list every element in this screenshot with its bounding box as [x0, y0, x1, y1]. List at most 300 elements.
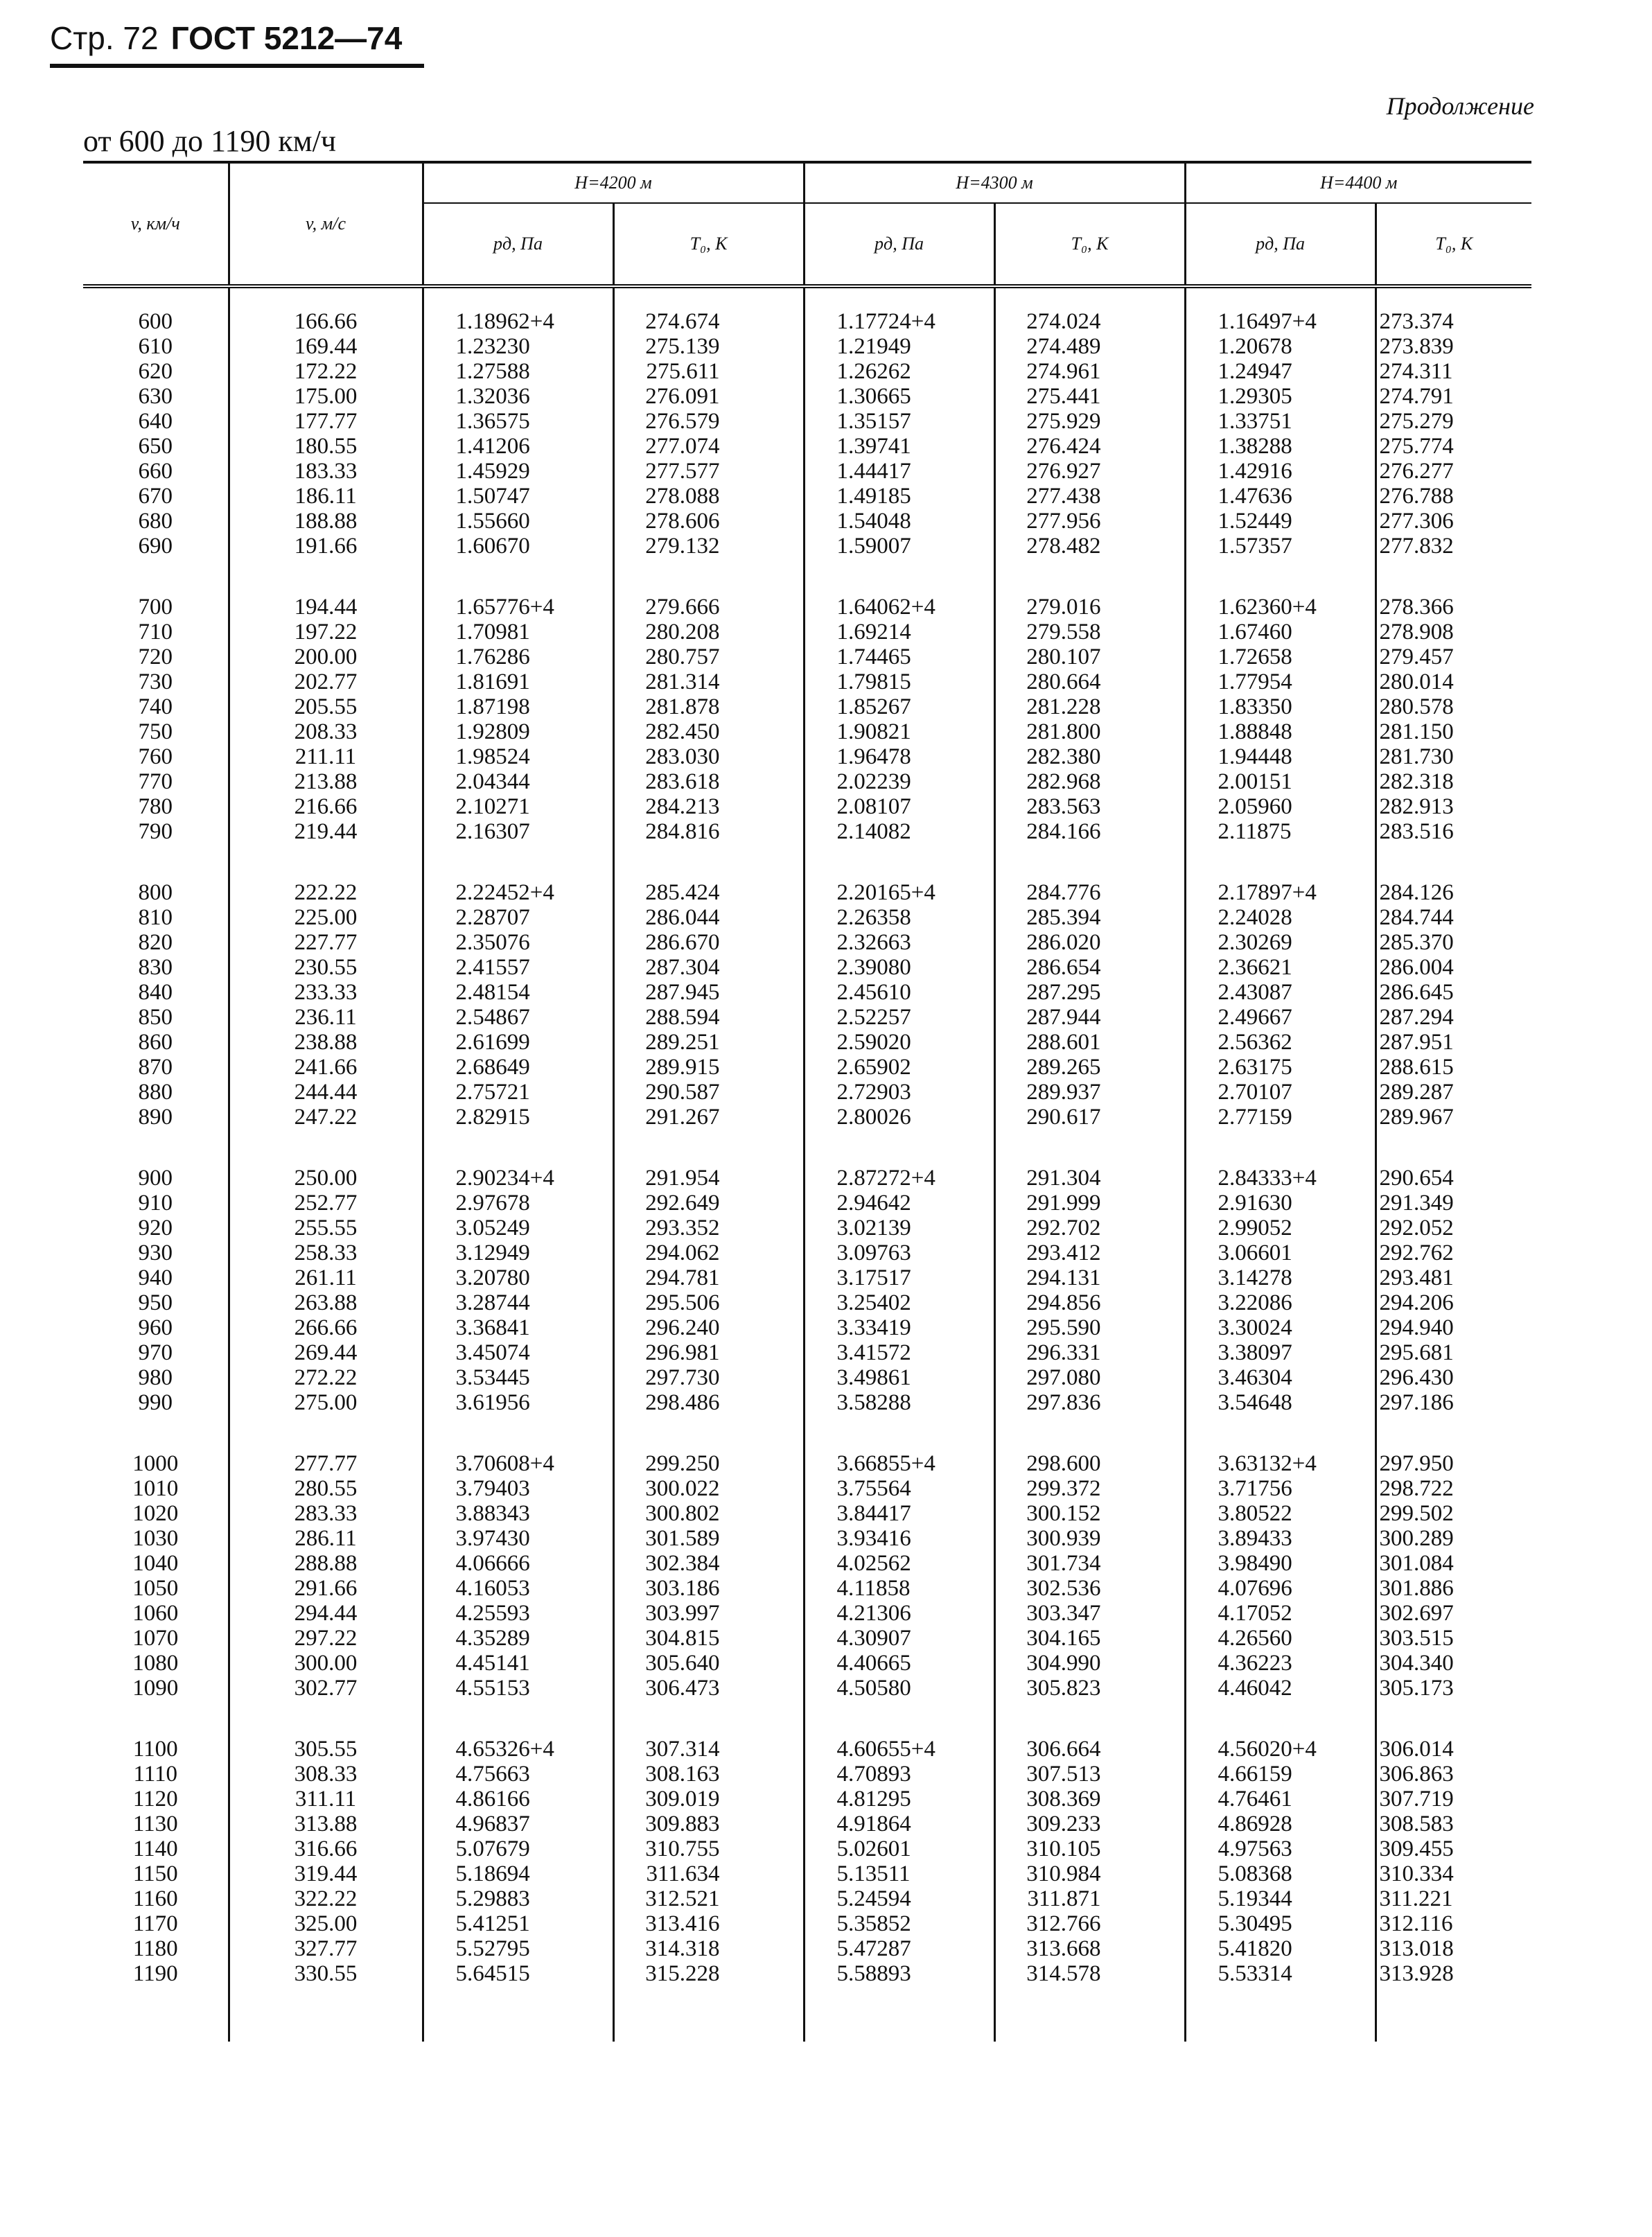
cell-p-4300: 4.40665: [804, 1651, 994, 1676]
cell-t-4300: 274.489: [994, 334, 1185, 359]
table-row: [83, 1365, 1531, 1390]
cell-p-4400: 1.42916: [1185, 459, 1376, 484]
table-row: [83, 620, 1531, 644]
cell-v-ms: 183.33: [229, 459, 423, 484]
cell-t-4200: 280.757: [613, 644, 804, 669]
cell-t-4200: 312.521: [613, 1886, 804, 1911]
cell-p-4300: 1.44417: [804, 459, 994, 484]
cell-t-4200: 314.318: [613, 1936, 804, 1961]
cell-v-kmh: 990: [138, 1390, 173, 1415]
cell-t-4300: 305.823: [994, 1676, 1185, 1701]
cell-t-4300: 275.929: [994, 409, 1185, 434]
cell-p-4400: 3.71756: [1185, 1476, 1376, 1501]
cell-t-4200: 289.915: [613, 1055, 804, 1080]
cell-t-4400: 300.289: [1376, 1526, 1531, 1551]
cell-v-kmh: 690: [138, 534, 173, 559]
table-row: [83, 1055, 1531, 1080]
group-header-4200: H=4200 м: [423, 162, 804, 203]
cell-p-4300: 1.69214: [804, 620, 994, 644]
cell-p-4200: 3.53445: [423, 1365, 613, 1390]
cell-t-4300: 293.412: [994, 1240, 1185, 1265]
cell-t-4300: 303.347: [994, 1601, 1185, 1626]
table-row: [83, 1651, 1531, 1676]
table-row: [83, 1315, 1531, 1340]
cell-v-kmh: 740: [138, 694, 173, 719]
table-row: [83, 880, 1531, 905]
cell-t-4300: 300.939: [994, 1526, 1185, 1551]
cell-t-4300: 285.394: [994, 905, 1185, 930]
cell-v-ms: 275.00: [229, 1390, 423, 1415]
cell-p-4300: 1.64062+4: [804, 595, 994, 620]
col-header-v-kmh: v, км/ч: [130, 213, 180, 234]
cell-p-4200: 1.70981: [423, 620, 613, 644]
cell-p-4400: 1.29305: [1185, 384, 1376, 409]
cell-t-4300: 282.380: [994, 744, 1185, 769]
cell-p-4300: 2.08107: [804, 794, 994, 819]
cell-t-4300: 304.165: [994, 1626, 1185, 1651]
cell-t-4300: 299.372: [994, 1476, 1185, 1501]
cell-p-4300: 4.81295: [804, 1787, 994, 1811]
cell-p-4200: 2.35076: [423, 930, 613, 955]
cell-p-4300: 4.21306: [804, 1601, 994, 1626]
table-row: [83, 1861, 1531, 1886]
col-header-p-4400: pд, Па: [1185, 203, 1376, 286]
cell-v-kmh: 1020: [132, 1501, 179, 1526]
cell-t-4200: 291.954: [613, 1166, 804, 1191]
block-spacer: [83, 1130, 1531, 1166]
cell-p-4300: 1.96478: [804, 744, 994, 769]
table-row: [83, 1576, 1531, 1601]
cell-p-4200: 1.23230: [423, 334, 613, 359]
cell-v-ms: 225.00: [229, 905, 423, 930]
cell-p-4400: 5.53314: [1185, 1961, 1376, 1986]
cell-t-4200: 305.640: [613, 1651, 804, 1676]
cell-p-4300: 2.80026: [804, 1105, 994, 1130]
cell-t-4300: 287.944: [994, 1005, 1185, 1030]
cell-v-ms: 294.44: [229, 1601, 423, 1626]
table-row: [83, 1961, 1531, 1986]
cell-v-ms: 269.44: [229, 1340, 423, 1365]
cell-t-4300: 274.024: [994, 309, 1185, 334]
cell-p-4200: 4.75663: [423, 1762, 613, 1787]
table-row: [83, 1240, 1531, 1265]
cell-v-ms: 191.66: [229, 534, 423, 559]
cell-v-ms: 202.77: [229, 669, 423, 694]
cell-p-4400: 1.33751: [1185, 409, 1376, 434]
cell-t-4400: 313.018: [1376, 1936, 1531, 1961]
cell-v-ms: 180.55: [229, 434, 423, 459]
cell-v-kmh: 1090: [132, 1676, 179, 1701]
cell-t-4300: 281.800: [994, 719, 1185, 744]
cell-v-ms: 177.77: [229, 409, 423, 434]
cell-p-4200: 3.45074: [423, 1340, 613, 1365]
cell-p-4400: 5.19344: [1185, 1886, 1376, 1911]
cell-p-4300: 3.17517: [804, 1265, 994, 1290]
table-row: [83, 1836, 1531, 1861]
cell-p-4400: 4.07696: [1185, 1576, 1376, 1601]
cell-t-4200: 275.611: [613, 359, 804, 384]
cell-v-kmh: 1100: [132, 1737, 178, 1762]
cell-p-4400: 1.47636: [1185, 484, 1376, 509]
cell-t-4300: 288.601: [994, 1030, 1185, 1055]
cell-t-4400: 305.173: [1376, 1676, 1531, 1701]
cell-v-kmh: 1170: [132, 1911, 178, 1936]
cell-p-4200: 5.52795: [423, 1936, 613, 1961]
cell-p-4300: 2.02239: [804, 769, 994, 794]
col-header-p-4300: pд, Па: [804, 203, 994, 286]
cell-t-4400: 284.126: [1376, 880, 1531, 905]
cell-p-4400: 2.36621: [1185, 955, 1376, 980]
table-row: [83, 644, 1531, 669]
table-row: [83, 359, 1531, 384]
cell-v-ms: 300.00: [229, 1651, 423, 1676]
cell-t-4300: 280.664: [994, 669, 1185, 694]
block-spacer: [83, 559, 1531, 595]
cell-p-4200: 4.96837: [423, 1811, 613, 1836]
cell-v-kmh: 770: [138, 769, 173, 794]
cell-v-ms: 330.55: [229, 1961, 423, 1986]
cell-p-4200: 5.29883: [423, 1886, 613, 1911]
cell-t-4200: 296.981: [613, 1340, 804, 1365]
cell-t-4300: 298.600: [994, 1451, 1185, 1476]
cell-p-4200: 3.97430: [423, 1526, 613, 1551]
cell-p-4300: 1.17724+4: [804, 309, 994, 334]
cell-v-ms: 277.77: [229, 1451, 423, 1476]
cell-p-4200: 1.41206: [423, 434, 613, 459]
cell-t-4400: 279.457: [1376, 644, 1531, 669]
cell-t-4300: 276.424: [994, 434, 1185, 459]
cell-p-4200: 2.75721: [423, 1080, 613, 1105]
table-row: [83, 1390, 1531, 1415]
cell-p-4300: 3.75564: [804, 1476, 994, 1501]
cell-v-ms: 316.66: [229, 1836, 423, 1861]
block-spacer: [83, 844, 1531, 880]
cell-v-ms: 222.22: [229, 880, 423, 905]
cell-p-4200: 2.16307: [423, 819, 613, 844]
cell-t-4400: 310.334: [1376, 1861, 1531, 1886]
cell-p-4400: 2.77159: [1185, 1105, 1376, 1130]
table-row: [83, 384, 1531, 409]
cell-p-4200: 1.98524: [423, 744, 613, 769]
cell-p-4300: 5.24594: [804, 1886, 994, 1911]
cell-t-4200: 308.163: [613, 1762, 804, 1787]
cell-v-ms: 238.88: [229, 1030, 423, 1055]
cell-t-4300: 314.578: [994, 1961, 1185, 1986]
cell-t-4400: 297.950: [1376, 1451, 1531, 1476]
cell-p-4300: 3.02139: [804, 1216, 994, 1240]
cell-t-4200: 313.416: [613, 1911, 804, 1936]
cell-t-4200: 315.228: [613, 1961, 804, 1986]
cell-v-kmh: 1150: [132, 1861, 178, 1886]
cell-p-4300: 5.13511: [804, 1861, 994, 1886]
cell-v-ms: 227.77: [229, 930, 423, 955]
cell-v-kmh: 1050: [132, 1576, 179, 1601]
cell-v-ms: 297.22: [229, 1626, 423, 1651]
table-row: [83, 1626, 1531, 1651]
cell-t-4200: 277.577: [613, 459, 804, 484]
continuation-label: Продолжение: [1386, 92, 1534, 120]
table-row: [83, 1340, 1531, 1365]
cell-v-ms: 286.11: [229, 1526, 423, 1551]
cell-t-4400: 307.719: [1376, 1787, 1531, 1811]
table-row: [83, 309, 1531, 334]
cell-v-kmh: 660: [138, 459, 173, 484]
cell-v-ms: 200.00: [229, 644, 423, 669]
cell-t-4400: 288.615: [1376, 1055, 1531, 1080]
cell-p-4300: 4.70893: [804, 1762, 994, 1787]
cell-p-4300: 2.52257: [804, 1005, 994, 1030]
cell-t-4400: 297.186: [1376, 1390, 1531, 1415]
cell-t-4300: 297.080: [994, 1365, 1185, 1390]
table-row: [83, 744, 1531, 769]
cell-t-4400: 287.294: [1376, 1005, 1531, 1030]
cell-t-4400: 286.004: [1376, 955, 1531, 980]
cell-t-4300: 274.961: [994, 359, 1185, 384]
cell-t-4300: 294.131: [994, 1265, 1185, 1290]
cell-p-4300: 1.26262: [804, 359, 994, 384]
cell-p-4200: 1.87198: [423, 694, 613, 719]
cell-p-4200: 2.97678: [423, 1191, 613, 1216]
cell-t-4200: 299.250: [613, 1451, 804, 1476]
cell-t-4300: 308.369: [994, 1787, 1185, 1811]
cell-p-4400: 4.76461: [1185, 1787, 1376, 1811]
cell-v-kmh: 640: [138, 409, 173, 434]
table-row: [83, 1762, 1531, 1787]
cell-t-4400: 291.349: [1376, 1191, 1531, 1216]
cell-t-4400: 303.515: [1376, 1626, 1531, 1651]
cell-v-kmh: 620: [138, 359, 173, 384]
cell-v-kmh: 1110: [133, 1762, 178, 1787]
cell-t-4400: 301.084: [1376, 1551, 1531, 1576]
cell-t-4400: 290.654: [1376, 1166, 1531, 1191]
cell-p-4400: 1.88848: [1185, 719, 1376, 744]
cell-t-4300: 286.654: [994, 955, 1185, 980]
table-header: [83, 162, 1531, 286]
cell-t-4300: 311.871: [994, 1886, 1185, 1911]
cell-v-ms: 233.33: [229, 980, 423, 1005]
cell-p-4400: 2.43087: [1185, 980, 1376, 1005]
cell-v-kmh: 780: [138, 794, 173, 819]
cell-p-4400: 1.52449: [1185, 509, 1376, 534]
cell-t-4300: 290.617: [994, 1105, 1185, 1130]
cell-t-4300: 279.558: [994, 620, 1185, 644]
cell-p-4300: 1.54048: [804, 509, 994, 534]
table-row: [83, 1005, 1531, 1030]
cell-v-kmh: 680: [138, 509, 173, 534]
cell-p-4300: 4.11858: [804, 1576, 994, 1601]
cell-t-4300: 313.668: [994, 1936, 1185, 1961]
cell-t-4200: 279.666: [613, 595, 804, 620]
cell-t-4400: 308.583: [1376, 1811, 1531, 1836]
cell-t-4400: 281.150: [1376, 719, 1531, 744]
cell-t-4200: 288.594: [613, 1005, 804, 1030]
cell-v-ms: 241.66: [229, 1055, 423, 1080]
cell-p-4400: 4.46042: [1185, 1676, 1376, 1701]
cell-t-4200: 310.755: [613, 1836, 804, 1861]
cell-t-4400: 278.908: [1376, 620, 1531, 644]
cell-t-4400: 301.886: [1376, 1576, 1531, 1601]
cell-p-4200: 2.22452+4: [423, 880, 613, 905]
cell-t-4300: 291.304: [994, 1166, 1185, 1191]
table-row: [83, 1290, 1531, 1315]
cell-p-4300: 1.21949: [804, 334, 994, 359]
cell-v-kmh: 730: [138, 669, 173, 694]
cell-p-4300: 5.35852: [804, 1911, 994, 1936]
cell-t-4200: 309.883: [613, 1811, 804, 1836]
table-row: [83, 694, 1531, 719]
cell-v-ms: 213.88: [229, 769, 423, 794]
cell-p-4300: 5.02601: [804, 1836, 994, 1861]
cell-v-ms: 308.33: [229, 1762, 423, 1787]
cell-t-4200: 300.022: [613, 1476, 804, 1501]
cell-t-4400: 292.052: [1376, 1216, 1531, 1240]
cell-t-4400: 294.940: [1376, 1315, 1531, 1340]
cell-p-4200: 3.88343: [423, 1501, 613, 1526]
cell-t-4300: 292.702: [994, 1216, 1185, 1240]
cell-p-4300: 2.94642: [804, 1191, 994, 1216]
table-row: [83, 534, 1531, 559]
cell-v-kmh: 790: [138, 819, 173, 844]
cell-v-ms: 172.22: [229, 359, 423, 384]
cell-t-4300: 304.990: [994, 1651, 1185, 1676]
cell-p-4300: 5.58893: [804, 1961, 994, 1986]
cell-p-4300: 3.09763: [804, 1240, 994, 1265]
cell-t-4200: 281.878: [613, 694, 804, 719]
cell-p-4200: 2.61699: [423, 1030, 613, 1055]
cell-t-4400: 295.681: [1376, 1340, 1531, 1365]
cell-t-4300: 287.295: [994, 980, 1185, 1005]
cell-v-ms: 219.44: [229, 819, 423, 844]
cell-t-4400: 276.277: [1376, 459, 1531, 484]
cell-v-kmh: 950: [138, 1290, 173, 1315]
cell-t-4400: 282.913: [1376, 794, 1531, 819]
table-row: [83, 1166, 1531, 1191]
cell-p-4300: 5.47287: [804, 1936, 994, 1961]
cell-v-kmh: 930: [138, 1240, 173, 1265]
cell-p-4300: 2.59020: [804, 1030, 994, 1055]
cell-p-4300: 1.79815: [804, 669, 994, 694]
cell-v-kmh: 880: [138, 1080, 173, 1105]
cell-p-4300: 1.39741: [804, 434, 994, 459]
cell-p-4400: 4.26560: [1185, 1626, 1376, 1651]
table-row: [83, 509, 1531, 534]
cell-v-kmh: 800: [138, 880, 173, 905]
cell-p-4400: 3.14278: [1185, 1265, 1376, 1290]
cell-p-4200: 1.81691: [423, 669, 613, 694]
cell-t-4300: 282.968: [994, 769, 1185, 794]
cell-p-4300: 1.85267: [804, 694, 994, 719]
cell-v-kmh: 940: [138, 1265, 173, 1290]
cell-p-4200: 2.04344: [423, 769, 613, 794]
cell-v-ms: 166.66: [229, 309, 423, 334]
cell-t-4200: 275.139: [613, 334, 804, 359]
cell-v-kmh: 1080: [132, 1651, 179, 1676]
cell-t-4200: 283.618: [613, 769, 804, 794]
cell-t-4200: 307.314: [613, 1737, 804, 1762]
cell-t-4200: 300.802: [613, 1501, 804, 1526]
cell-p-4400: 3.63132+4: [1185, 1451, 1376, 1476]
cell-v-ms: 211.11: [229, 744, 423, 769]
cell-t-4400: 306.863: [1376, 1762, 1531, 1787]
cell-t-4200: 295.506: [613, 1290, 804, 1315]
cell-p-4300: 2.32663: [804, 930, 994, 955]
cell-p-4400: 2.24028: [1185, 905, 1376, 930]
cell-t-4300: 312.766: [994, 1911, 1185, 1936]
cell-t-4200: 277.074: [613, 434, 804, 459]
cell-v-kmh: 850: [138, 1005, 173, 1030]
cell-t-4200: 309.019: [613, 1787, 804, 1811]
cell-p-4400: 3.54648: [1185, 1390, 1376, 1415]
cell-t-4300: 277.438: [994, 484, 1185, 509]
col-header-t-4400: T₀, К: [1376, 203, 1531, 286]
cell-p-4300: 3.33419: [804, 1315, 994, 1340]
cell-p-4400: 5.08368: [1185, 1861, 1376, 1886]
block-spacer: [83, 1701, 1531, 1737]
table-row: [83, 484, 1531, 509]
cell-p-4200: 3.05249: [423, 1216, 613, 1240]
cell-p-4400: 2.30269: [1185, 930, 1376, 955]
table-row: [83, 719, 1531, 744]
cell-t-4200: 278.088: [613, 484, 804, 509]
cell-p-4200: 4.25593: [423, 1601, 613, 1626]
page-header: [50, 19, 402, 57]
cell-p-4200: 4.16053: [423, 1576, 613, 1601]
cell-v-kmh: 1190: [132, 1961, 178, 1986]
cell-p-4300: 1.49185: [804, 484, 994, 509]
cell-p-4200: 3.79403: [423, 1476, 613, 1501]
cell-t-4200: 298.486: [613, 1390, 804, 1415]
cell-t-4200: 283.030: [613, 744, 804, 769]
cell-v-kmh: 1060: [132, 1601, 179, 1626]
cell-t-4400: 273.839: [1376, 334, 1531, 359]
cell-t-4200: 303.997: [613, 1601, 804, 1626]
cell-p-4300: 4.60655+4: [804, 1737, 994, 1762]
col-header-t-4200: T₀, К: [613, 203, 804, 286]
cell-p-4400: 2.17897+4: [1185, 880, 1376, 905]
cell-t-4200: 297.730: [613, 1365, 804, 1390]
cell-v-kmh: 870: [138, 1055, 173, 1080]
cell-p-4300: 1.30665: [804, 384, 994, 409]
cell-p-4300: 1.35157: [804, 409, 994, 434]
cell-p-4200: 2.82915: [423, 1105, 613, 1130]
table-body: [83, 286, 1531, 2042]
cell-t-4400: 311.221: [1376, 1886, 1531, 1911]
table-row: [83, 1105, 1531, 1130]
group-header-4300: H=4300 м: [804, 162, 1185, 203]
cell-t-4300: 284.166: [994, 819, 1185, 844]
cell-t-4400: 309.455: [1376, 1836, 1531, 1861]
table-row: [83, 434, 1531, 459]
cell-v-kmh: 970: [138, 1340, 173, 1365]
cell-p-4200: 4.35289: [423, 1626, 613, 1651]
cell-t-4400: 278.366: [1376, 595, 1531, 620]
cell-v-kmh: 1010: [132, 1476, 179, 1501]
data-table-wrapper: [83, 161, 1531, 2042]
cell-p-4400: 3.98490: [1185, 1551, 1376, 1576]
cell-v-kmh: 600: [138, 309, 173, 334]
cell-p-4200: 5.41251: [423, 1911, 613, 1936]
cell-p-4400: 1.20678: [1185, 334, 1376, 359]
cell-t-4300: 306.664: [994, 1737, 1185, 1762]
cell-p-4200: 2.90234+4: [423, 1166, 613, 1191]
cell-t-4400: 274.791: [1376, 384, 1531, 409]
cell-p-4200: 5.64515: [423, 1961, 613, 1986]
cell-t-4200: 276.579: [613, 409, 804, 434]
cell-p-4200: 1.45929: [423, 459, 613, 484]
cell-p-4200: 2.68649: [423, 1055, 613, 1080]
cell-t-4400: 299.502: [1376, 1501, 1531, 1526]
cell-v-ms: 266.66: [229, 1315, 423, 1340]
